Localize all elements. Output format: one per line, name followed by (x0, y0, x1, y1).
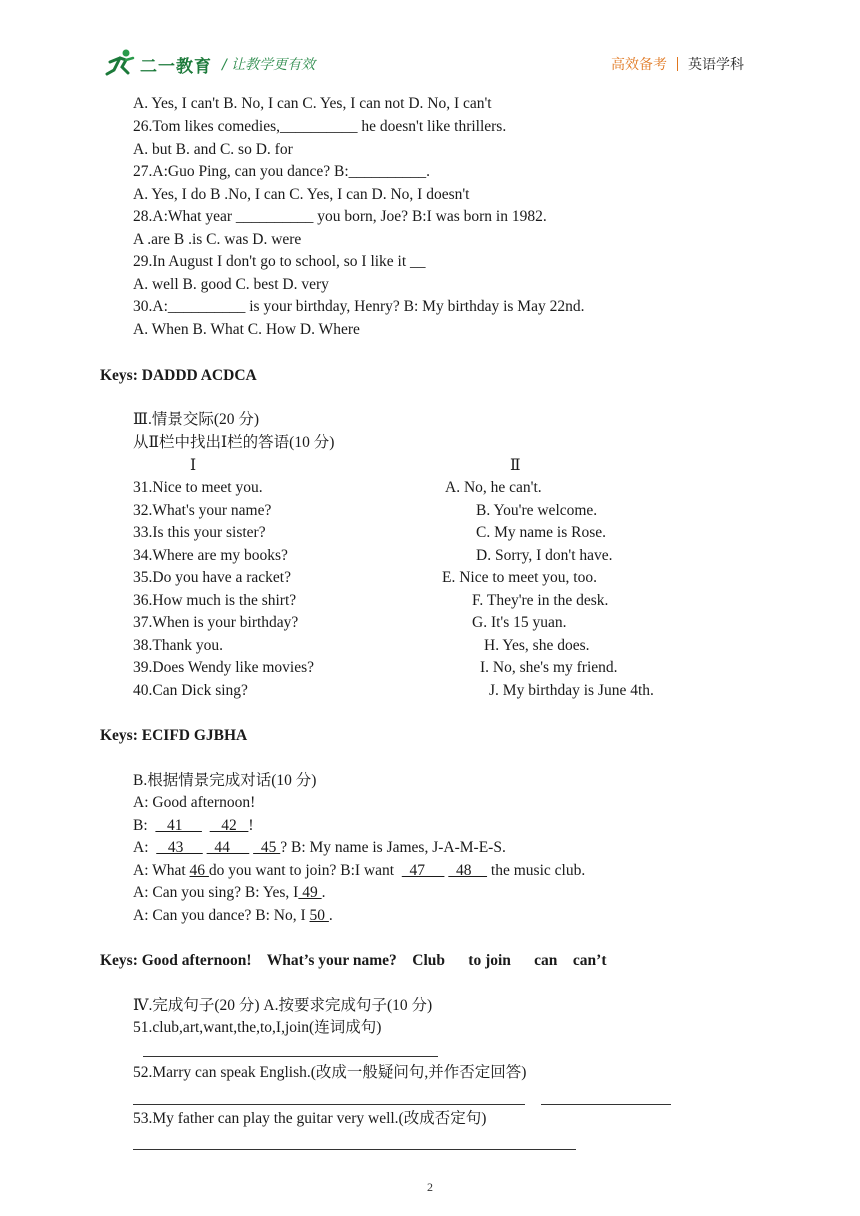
left-item: 39.Does Wendy like movies? (133, 659, 314, 676)
section-3-subtitle: 从Ⅱ栏中找出Ⅰ栏的答语(10 分) (133, 434, 335, 451)
dialog-line-2: B: 41 42 ! (133, 817, 254, 834)
dialog-line-1: A: Good afternoon! (133, 794, 256, 811)
slogan: / 让教学更有效 (222, 57, 316, 73)
blank-44: 44 (206, 839, 250, 856)
page-number: 2 (427, 1180, 433, 1194)
question-26: 26.Tom likes comedies,__________ he doesn't like thrillers. (133, 118, 507, 135)
right-item: D. Sorry, I don't have. (476, 547, 613, 564)
blank-41: 41 (155, 817, 202, 834)
left-item: 36.How much is the shirt? (133, 592, 297, 609)
question-27: 27.A:Guo Ping, can you dance? B:__________. (133, 163, 431, 180)
dialog-line-4: A: What 46 do you want to join? B:I want 47 48 the music club. (133, 862, 586, 879)
section-3-title: Ⅲ.情景交际(20 分) (133, 411, 260, 428)
dialog-line-5: A: Can you sing? B: Yes, I 49 . (133, 884, 326, 901)
blank-43: 43 (156, 839, 203, 856)
header-subject (611, 54, 744, 74)
column-2-heading: Ⅱ (510, 457, 521, 474)
blank-46: 46 (189, 862, 209, 879)
section-4-title: Ⅳ.完成句子(20 分) A.按要求完成句子(10 分) (133, 997, 433, 1014)
question-30: 30.A:__________ is your birthday, Henry? B: My birthday is May 22nd. (133, 298, 585, 315)
left-item: 34.Where are my books? (133, 547, 288, 564)
text-line: A. When B. What C. How D. Where (133, 321, 360, 338)
blank-49: 49 (298, 884, 322, 901)
answer-keys-2: Keys: ECIFD GJBHA (100, 727, 248, 744)
left-item: 31.Nice to meet you. (133, 479, 263, 496)
dialog-line-6: A: Can you dance? B: No, I 50 . (133, 907, 333, 924)
right-item: F. They're in the desk. (472, 592, 609, 609)
header-subject-label: 英语学科 (688, 57, 744, 73)
left-item: 32.What's your name? (133, 502, 272, 519)
right-item: A. No, he can't. (445, 479, 542, 496)
brand-name: 二一教育 (140, 57, 212, 77)
dialog-line-3: A: 43 44 45 ? B: My name is James, J-A-M-E-S. (133, 839, 506, 856)
page-header (0, 0, 860, 90)
question-51: 51.club,art,want,the,to,I,join(连词成句) (133, 1019, 382, 1036)
text-line: A. Yes, I do B .No, I can C. Yes, I can D. No, I doesn't (133, 186, 470, 203)
answer-line[interactable] (133, 1149, 576, 1150)
text-line: A. Yes, I can't B. No, I can C. Yes, I can not D. No, I can't (133, 95, 492, 112)
blank-42: 42 (209, 817, 249, 834)
blank-47: 47 (401, 862, 445, 879)
question-52: 52.Marry can speak English.(改成一般疑问句,并作否定回答) (133, 1064, 527, 1081)
section-b-title: B.根据情景完成对话(10 分) (133, 772, 317, 789)
column-1-heading: Ⅰ (190, 457, 197, 474)
blank-48: 48 (448, 862, 488, 879)
answer-keys-3: Keys: Good afternoon! What’s your name? Club to join can can’t (100, 952, 607, 969)
text-line: A. but B. and C. so D. for (133, 141, 293, 158)
right-item: J. My birthday is June 4th. (489, 682, 654, 699)
right-item: E. Nice to meet you, too. (442, 569, 597, 586)
question-29: 29.In August I don't go to school, so I like it __ (133, 253, 426, 270)
right-item: B. You're welcome. (476, 502, 598, 519)
left-item: 35.Do you have a racket? (133, 569, 291, 586)
left-item: 33.Is this your sister? (133, 524, 266, 541)
blank-45: 45 (253, 839, 281, 856)
blank-50: 50 (309, 907, 329, 924)
logo (104, 48, 222, 78)
right-item: H. Yes, she does. (484, 637, 590, 654)
answer-line[interactable] (133, 1104, 525, 1105)
text-line: A. well B. good C. best D. very (133, 276, 329, 293)
header-divider (677, 57, 678, 71)
answer-keys-1: Keys: DADDD ACDCA (100, 367, 257, 384)
answer-line[interactable] (541, 1104, 671, 1105)
runner-logo-icon (104, 48, 138, 78)
question-28: 28.A:What year __________ you born, Joe? B:I was born in 1982. (133, 208, 547, 225)
left-item: 37.When is your birthday? (133, 614, 299, 631)
left-item: 38.Thank you. (133, 637, 223, 654)
answer-line[interactable] (143, 1056, 438, 1057)
right-item: G. It's 15 yuan. (472, 614, 567, 631)
text-line: A .are B .is C. was D. were (133, 231, 302, 248)
left-item: 40.Can Dick sing? (133, 682, 248, 699)
right-item: I. No, she's my friend. (480, 659, 618, 676)
right-item: C. My name is Rose. (476, 524, 607, 541)
question-53: 53.My father can play the guitar very well.(改成否定句) (133, 1110, 487, 1127)
header-tag: 高效备考 (611, 57, 667, 73)
